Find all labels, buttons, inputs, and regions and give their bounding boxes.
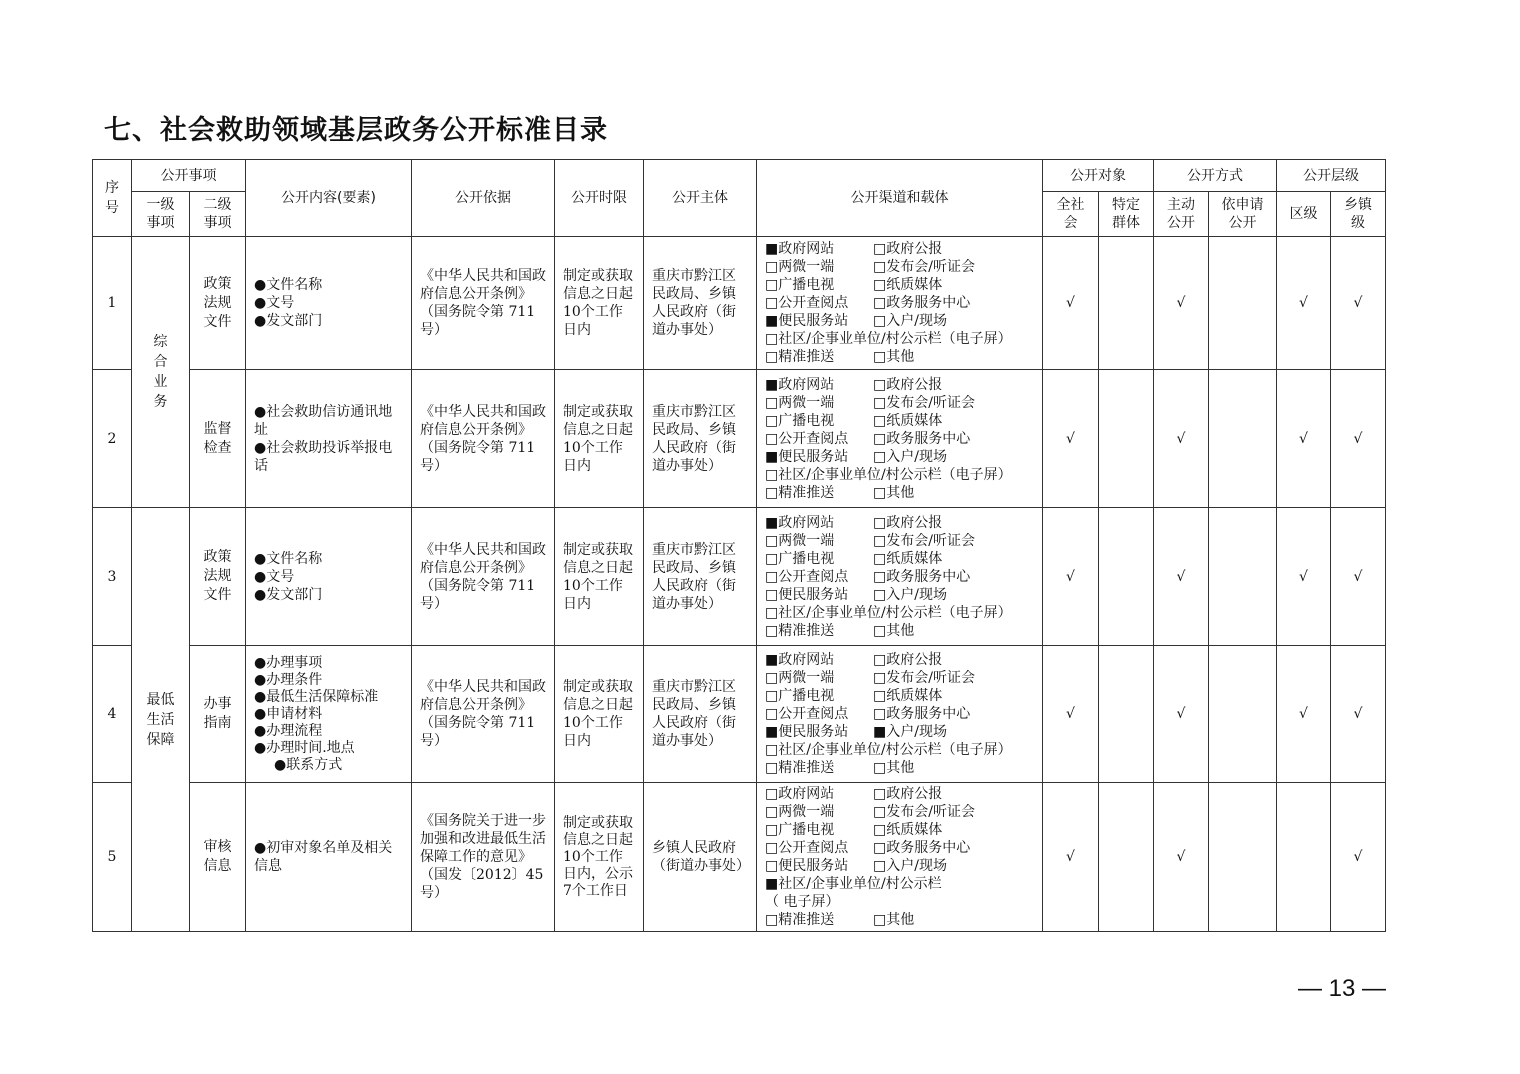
channels-cell xyxy=(757,783,1043,932)
header-method-apply: 依申请公开 xyxy=(1209,192,1277,237)
channel-option: □政务服务中心 xyxy=(873,568,971,585)
level2-cell: 政策法规文件 xyxy=(190,508,246,646)
channel-option: □公开查阅点 xyxy=(765,706,849,722)
content-item: ●联系方式 xyxy=(274,756,343,773)
channel-option: ■政府网站 xyxy=(765,376,835,393)
method-active-mark: √ xyxy=(1154,237,1209,370)
content-item: ●发文部门 xyxy=(254,586,323,603)
channel-option: ■入户/现场 xyxy=(873,724,947,740)
channel-option: □便民服务站 xyxy=(765,586,849,603)
channel-option: □公开查阅点 xyxy=(765,568,849,585)
method-apply-mark xyxy=(1209,783,1277,932)
header-subject: 公开主体 xyxy=(644,160,757,237)
content-item: ●最低生活保障标准 xyxy=(254,688,379,705)
channel-option: □政府公报 xyxy=(873,241,943,257)
channel-option: □政务服务中心 xyxy=(873,295,971,311)
channel-option: □入户/现场 xyxy=(873,313,947,329)
channel-option: □便民服务站 xyxy=(765,858,849,874)
channel-option: ■便民服务站 xyxy=(765,724,849,740)
channel-option: ■便民服务站 xyxy=(765,313,849,329)
method-apply-mark xyxy=(1209,508,1277,646)
header-method-active: 主动公开 xyxy=(1154,192,1209,237)
channel-option: □纸质媒体 xyxy=(873,550,943,567)
channel-option: □两微一端 xyxy=(765,670,835,686)
content-cell xyxy=(246,646,412,783)
content-item: ●初审对象名单及相关信息 xyxy=(254,840,393,874)
channel-option: □纸质媒体 xyxy=(873,822,943,838)
level-town-mark: √ xyxy=(1331,237,1386,370)
channels-cell xyxy=(757,508,1043,646)
header-items-group: 公开事项 xyxy=(132,160,246,192)
channel-option: ■社区/企事业单位/村公示栏 xyxy=(765,876,942,892)
channel-option: □其他 xyxy=(873,912,915,928)
channel-option: □广播电视 xyxy=(765,822,835,838)
channel-option: □其他 xyxy=(873,349,915,365)
channel-option: □发布会/听证会 xyxy=(873,804,975,820)
channel-option: □发布会/听证会 xyxy=(873,532,975,549)
content-cell xyxy=(246,237,412,370)
audience-all-mark: √ xyxy=(1043,508,1099,646)
channel-option: □两微一端 xyxy=(765,259,835,275)
time-limit-cell: 制定或获取信息之日起10个工作日内 xyxy=(555,646,644,783)
channel-option: □社区/企事业单位/村公示栏（电子屏） xyxy=(765,331,1012,347)
audience-all-mark: √ xyxy=(1043,237,1099,370)
header-level-town: 乡镇级 xyxy=(1331,192,1386,237)
channel-option: □政务服务中心 xyxy=(873,430,971,447)
method-active-mark: √ xyxy=(1154,783,1209,932)
content-item: ●文件名称 xyxy=(254,277,323,293)
audience-specific-mark xyxy=(1099,370,1154,508)
channel-option: □社区/企事业单位/村公示栏（电子屏） xyxy=(765,604,1012,621)
table-row xyxy=(93,237,1386,370)
channels-cell xyxy=(757,646,1043,783)
channel-option: □入户/现场 xyxy=(873,586,947,603)
channel-option: □政府公报 xyxy=(873,376,943,393)
channel-option: □精准推送 xyxy=(765,622,835,639)
channel-option: □纸质媒体 xyxy=(873,688,943,704)
basis-cell: 《中华人民共和国政府信息公开条例》（国务院令第 711 号） xyxy=(412,237,555,370)
content-item: ●社会救助信访通讯地址 xyxy=(254,403,393,438)
channel-option: □政务服务中心 xyxy=(873,840,971,856)
header-level-group: 公开层级 xyxy=(1277,160,1386,192)
header-channels: 公开渠道和载体 xyxy=(757,160,1043,237)
basis-cell: 《中华人民共和国政府信息公开条例》（国务院令第 711 号） xyxy=(412,370,555,508)
level-town-mark: √ xyxy=(1331,783,1386,932)
subject-cell: 乡镇人民政府（街道办事处） xyxy=(644,783,757,932)
content-item: ●办理流程 xyxy=(254,722,323,739)
header-level1: 一级事项 xyxy=(132,192,190,237)
time-limit-cell: 制定或获取信息之日起10个工作日内 xyxy=(555,370,644,508)
channel-option: □发布会/听证会 xyxy=(873,670,975,686)
channels-cell xyxy=(757,237,1043,370)
row-seq: 2 xyxy=(93,370,132,508)
channel-option: □政府公报 xyxy=(873,786,943,802)
channel-option: □广播电视 xyxy=(765,277,835,293)
content-cell xyxy=(246,783,412,932)
row-seq: 5 xyxy=(93,783,132,932)
level-district-mark: √ xyxy=(1277,370,1331,508)
channel-option: □其他 xyxy=(873,760,915,776)
header-level-district: 区级 xyxy=(1277,192,1331,237)
time-limit-cell: 制定或获取信息之日起10个工作日内 xyxy=(555,508,644,646)
level-district-mark: √ xyxy=(1277,237,1331,370)
content-cell xyxy=(246,508,412,646)
category-cell: 最低生活保障 xyxy=(132,508,190,932)
audience-all-mark: √ xyxy=(1043,783,1099,932)
header-audience-specific: 特定群体 xyxy=(1099,192,1154,237)
header-method-group: 公开方式 xyxy=(1154,160,1277,192)
subject-cell: 重庆市黔江区民政局、乡镇人民政府（街道办事处） xyxy=(644,237,757,370)
level-town-mark: √ xyxy=(1331,646,1386,783)
channel-option: □政府公报 xyxy=(873,514,943,531)
channel-option: □两微一端 xyxy=(765,804,835,820)
header-time-limit: 公开时限 xyxy=(555,160,644,237)
channel-option: □发布会/听证会 xyxy=(873,394,975,411)
content-item: ●办理事项 xyxy=(254,654,323,671)
channel-option: □公开查阅点 xyxy=(765,840,849,856)
page-title: 七、社会救助领域基层政务公开标准目录 xyxy=(104,115,608,146)
header-content: 公开内容(要素) xyxy=(246,160,412,237)
channel-option: （ 电子屏） xyxy=(765,894,840,910)
header-audience-all: 全社会 xyxy=(1043,192,1099,237)
table-row xyxy=(93,370,1386,508)
channel-option: □社区/企事业单位/村公示栏（电子屏） xyxy=(765,466,1012,483)
channel-option: □其他 xyxy=(873,622,915,639)
row-seq: 3 xyxy=(93,508,132,646)
channel-option: □公开查阅点 xyxy=(765,430,849,447)
method-apply-mark xyxy=(1209,646,1277,783)
subject-cell: 重庆市黔江区民政局、乡镇人民政府（街道办事处） xyxy=(644,508,757,646)
level2-cell: 监督检查 xyxy=(190,370,246,508)
channel-option: □纸质媒体 xyxy=(873,277,943,293)
level-district-mark: √ xyxy=(1277,508,1331,646)
channel-option: □两微一端 xyxy=(765,532,835,549)
content-item: ●文件名称 xyxy=(254,550,323,567)
header-audience-group: 公开对象 xyxy=(1043,160,1154,192)
row-seq: 1 xyxy=(93,237,132,370)
content-item: ●申请材料 xyxy=(254,705,323,722)
channel-option: □发布会/听证会 xyxy=(873,259,975,275)
channel-option: □精准推送 xyxy=(765,349,835,365)
content-item: ●办理条件 xyxy=(254,671,323,688)
time-limit-cell: 制定或获取信息之日起10个工作日内 xyxy=(555,237,644,370)
table-row xyxy=(93,783,1386,932)
content-item: ●办理时间.地点 xyxy=(254,739,355,756)
basis-cell: 《中华人民共和国政府信息公开条例》（国务院令第 711 号） xyxy=(412,508,555,646)
channel-option: □两微一端 xyxy=(765,394,835,411)
channel-option: □精准推送 xyxy=(765,760,835,776)
level-town-mark: √ xyxy=(1331,508,1386,646)
subject-cell: 重庆市黔江区民政局、乡镇人民政府（街道办事处） xyxy=(644,370,757,508)
header-level2: 二级事项 xyxy=(190,192,246,237)
level-town-mark: √ xyxy=(1331,370,1386,508)
level-district-mark xyxy=(1277,783,1331,932)
content-item: ●发文部门 xyxy=(254,313,323,329)
audience-specific-mark xyxy=(1099,646,1154,783)
level2-cell: 办事指南 xyxy=(190,646,246,783)
channel-option: □其他 xyxy=(873,484,915,501)
level2-cell: 审核信息 xyxy=(190,783,246,932)
audience-specific-mark xyxy=(1099,783,1154,932)
basis-cell: 《中华人民共和国政府信息公开条例》（国务院令第 711 号） xyxy=(412,646,555,783)
method-apply-mark xyxy=(1209,370,1277,508)
channel-option: ■政府网站 xyxy=(765,241,835,257)
level-district-mark: √ xyxy=(1277,646,1331,783)
audience-specific-mark xyxy=(1099,237,1154,370)
channel-option: □广播电视 xyxy=(765,688,835,704)
channel-option: □政府网站 xyxy=(765,786,835,802)
channel-option: □公开查阅点 xyxy=(765,295,849,311)
header-seq: 序号 xyxy=(93,160,132,237)
channel-option: □社区/企事业单位/村公示栏（电子屏） xyxy=(765,742,1012,758)
channel-option: □精准推送 xyxy=(765,484,835,501)
method-active-mark: √ xyxy=(1154,370,1209,508)
channel-option: □政务服务中心 xyxy=(873,706,971,722)
header-basis: 公开依据 xyxy=(412,160,555,237)
channel-option: ■政府网站 xyxy=(765,514,835,531)
channel-option: □入户/现场 xyxy=(873,448,947,465)
method-active-mark: √ xyxy=(1154,646,1209,783)
method-active-mark: √ xyxy=(1154,508,1209,646)
time-limit-cell: 制定或获取信息之日起10个工作日内，公示7个工作日 xyxy=(555,783,644,932)
channel-option: ■便民服务站 xyxy=(765,448,849,465)
content-item: ●文号 xyxy=(254,568,295,585)
method-apply-mark xyxy=(1209,237,1277,370)
channel-option: □广播电视 xyxy=(765,412,835,429)
channels-cell xyxy=(757,370,1043,508)
audience-all-mark: √ xyxy=(1043,370,1099,508)
basis-cell: 《国务院关于进一步加强和改进最低生活保障工作的意见》（国发〔2012〕45 号） xyxy=(412,783,555,932)
row-seq: 4 xyxy=(93,646,132,783)
level2-cell: 政策法规文件 xyxy=(190,237,246,370)
content-item: ●社会救助投诉举报电话 xyxy=(254,439,393,474)
page-number: — 13 — xyxy=(1298,975,1387,1002)
channel-option: □广播电视 xyxy=(765,550,835,567)
table-row xyxy=(93,646,1386,783)
channel-option: ■政府网站 xyxy=(765,652,835,668)
subject-cell: 重庆市黔江区民政局、乡镇人民政府（街道办事处） xyxy=(644,646,757,783)
content-cell xyxy=(246,370,412,508)
channel-option: □纸质媒体 xyxy=(873,412,943,429)
audience-all-mark: √ xyxy=(1043,646,1099,783)
category-cell: 综合业务 xyxy=(132,237,190,508)
channel-option: □精准推送 xyxy=(765,912,835,928)
audience-specific-mark xyxy=(1099,508,1154,646)
table-row xyxy=(93,508,1386,646)
catalog-table xyxy=(92,159,1386,932)
channel-option: □入户/现场 xyxy=(873,858,947,874)
channel-option: □政府公报 xyxy=(873,652,943,668)
content-item: ●文号 xyxy=(254,295,295,311)
